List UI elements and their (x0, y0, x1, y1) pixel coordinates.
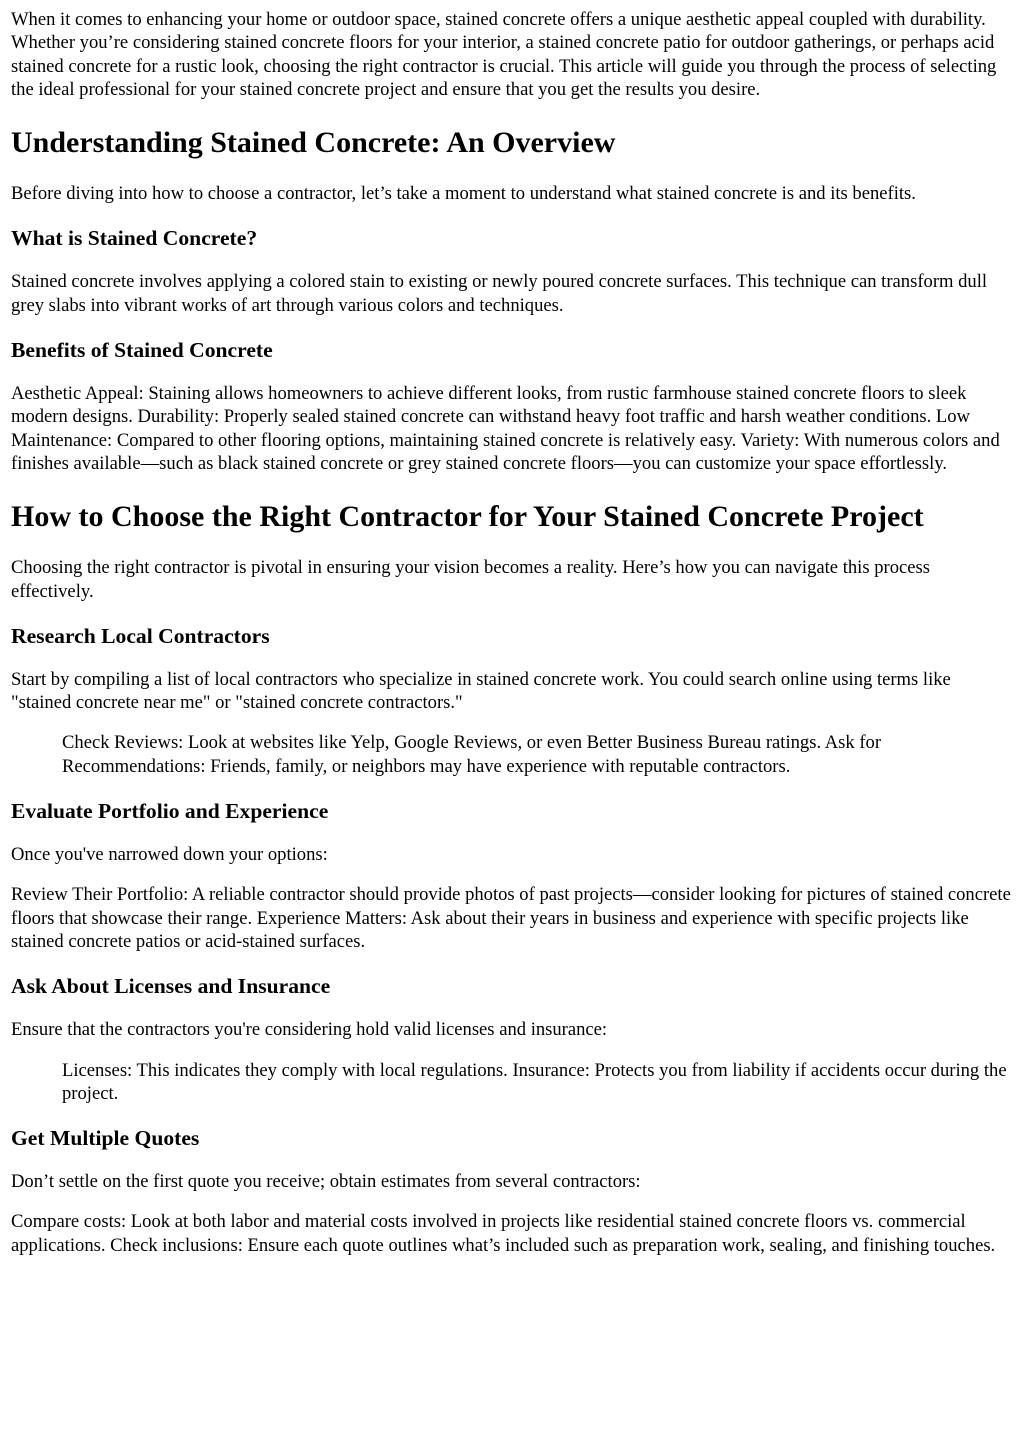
research-quote-text: Check Reviews: Look at websites like Yelp, Google Reviews, or even Better Business Bureau ratings. Ask for Recommendations: Friends, family, or neighbors may have experience with reputable contractors. (62, 732, 882, 777)
what-is-paragraph: Stained concrete involves applying a colored stain to existing or newly poured concrete surfaces. This technique can transform dull grey slabs into vibrant works of art through various colors and techniques. (11, 271, 988, 316)
licenses-paragraph: Ensure that the contractors you're considering hold valid licenses and insurance: (11, 1019, 608, 1041)
quotes-paragraph-1: Don’t settle on the first quote you receive; obtain estimates from several contractors: (11, 1171, 641, 1193)
overview-heading: Understanding Stained Concrete: An Overview (11, 126, 616, 160)
licenses-quote-text: Licenses: This indicates they comply with local regulations. Insurance: Protects you from liability if accidents occur during the project. (62, 1059, 1007, 1104)
portfolio-heading: Evaluate Portfolio and Experience (11, 799, 329, 824)
intro-paragraph: When it comes to enhancing your home or outdoor space, stained concrete offers a unique aesthetic appeal coupled with durability. Whether you’re considering stained concrete floors for your interior, a stained concrete patio for outdoor gatherings, or perhaps acid stained concrete for a rustic look, choosing the right contractor is crucial. This article will guide you through the process of selecting the ideal professional for your stained concrete project and ensure that you get the results you desire. (11, 9, 997, 100)
licenses-heading: Ask About Licenses and Insurance (11, 974, 331, 999)
choose-heading: How to Choose the Right Contractor for Your Stained Concrete Project (11, 500, 924, 534)
portfolio-paragraph-2: Review Their Portfolio: A reliable contractor should provide photos of past projects—consider looking for pictures of stained concrete floors that showcase their range. Experience Matters: Ask about their years in business and experience with specific projects like stained concrete patios or acid-stained surfaces. (11, 884, 1011, 952)
research-heading: Research Local Contractors (11, 623, 270, 648)
quotes-heading: Get Multiple Quotes (11, 1126, 200, 1151)
benefits-paragraph: Aesthetic Appeal: Staining allows homeowners to achieve different looks, from rustic farmhouse stained concrete floors to sleek modern designs. Durability: Properly sealed stained concrete can withstand heavy foot traffic and harsh weather conditions. Low Maintenance: Compared to other flooring options, maintaining stained concrete is relatively easy. Variety: With numerous colors and finishes available—such as black stained concrete or grey stained concrete floors—you can customize your space effortlessly. (11, 383, 1000, 474)
overview-paragraph: Before diving into how to choose a contractor, let’s take a moment to understand what stained concrete is and its benefits. (11, 183, 916, 205)
licenses-quote (62, 1059, 1013, 1106)
benefits-heading: Benefits of Stained Concrete (11, 338, 273, 363)
choose-paragraph: Choosing the right contractor is pivotal in ensuring your vision becomes a reality. Here’s how you can navigate this process effectively. (11, 557, 930, 602)
research-paragraph: Start by compiling a list of local contractors who specialize in stained concrete work. You could search online using terms like "stained concrete near me" or "stained concrete contractors." (11, 668, 951, 714)
what-is-heading: What is Stained Concrete? (11, 226, 258, 251)
research-quote (62, 731, 1013, 778)
quotes-paragraph-2: Compare costs: Look at both labor and material costs involved in projects like residential stained concrete floors vs. commercial applications. Check inclusions: Ensure each quote outlines what’s included such as preparation work, sealing, and finishing touches. (11, 1211, 996, 1256)
portfolio-paragraph-1: Once you've narrowed down your options: (11, 844, 328, 866)
